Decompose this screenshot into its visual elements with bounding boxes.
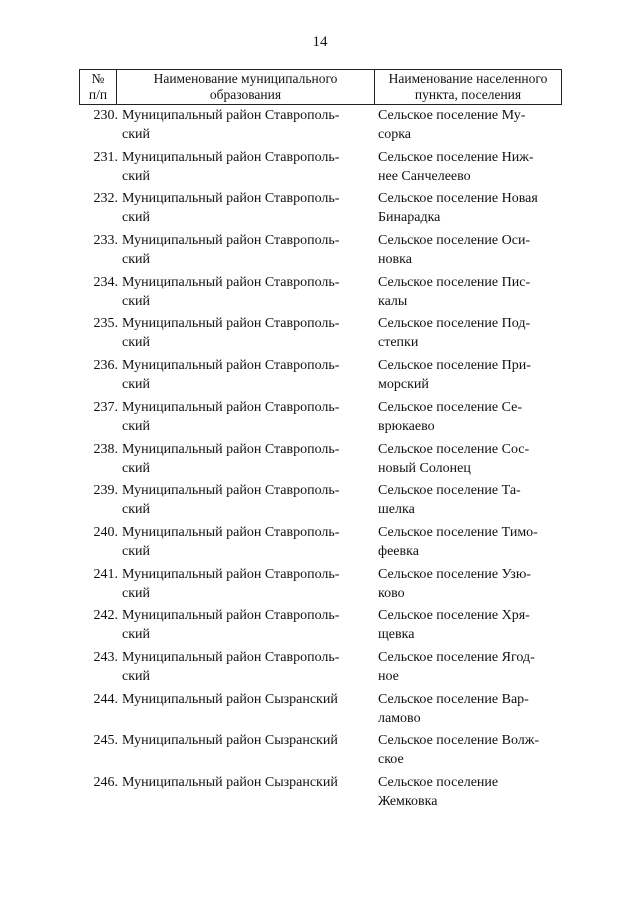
row-number: 245. — [93, 733, 118, 749]
table-row — [79, 690, 561, 732]
row-locality: Сельское поселение Оси- новка — [378, 233, 531, 268]
table-row — [79, 440, 561, 482]
row-number: 242. — [93, 608, 118, 624]
row-locality: Сельское поселение Тимо- феевка — [378, 524, 538, 559]
row-municipality: Муниципальный район Ставрополь- ский — [122, 524, 340, 559]
table-row — [79, 398, 561, 440]
row-municipality: Муниципальный район Ставрополь- ский — [122, 149, 340, 184]
header-locality — [375, 70, 561, 104]
row-locality: Сельское поселение Волж- ское — [378, 733, 540, 768]
row-number: 240. — [93, 524, 118, 540]
row-locality: Сельское поселение Пис- калы — [378, 274, 531, 309]
table-row — [79, 148, 561, 190]
row-locality: Сельское поселение При- морский — [378, 358, 531, 393]
row-locality: Сельское поселение Сос- новый Солонец — [378, 441, 530, 476]
table-row — [79, 273, 561, 315]
header-municipality — [117, 70, 375, 104]
row-locality: Сельское поселение Се- врюкаево — [378, 399, 523, 434]
row-number: 233. — [93, 233, 118, 249]
row-municipality: Муниципальный район Ставрополь- ский — [122, 191, 340, 226]
row-municipality: Муниципальный район Ставрополь- ский — [122, 399, 340, 434]
row-municipality: Муниципальный район Ставрополь- ский — [122, 316, 340, 351]
row-number: 237. — [93, 399, 118, 415]
row-number: 246. — [93, 775, 118, 790]
row-number: 238. — [93, 441, 118, 457]
row-locality: Сельское поселение Вар- ламово — [378, 691, 529, 726]
row-municipality: Муниципальный район Ставрополь- ский — [122, 649, 340, 684]
table-row — [79, 565, 561, 607]
row-number: 235. — [93, 316, 118, 332]
header-locality-label: Наименование населенного пункта, поселения — [388, 71, 548, 102]
row-locality: Сельское поселение Под- степки — [378, 316, 531, 351]
row-municipality: Муниципальный район Ставрополь- ский — [122, 358, 340, 393]
table-row — [79, 481, 561, 523]
row-locality: Сельское поселение Ниж- нее Санчелеево — [378, 149, 534, 184]
row-municipality: Муниципальный район Ставрополь- ский — [122, 566, 340, 601]
table-row — [79, 189, 561, 231]
row-locality: Сельское поселение Ягод- ное — [378, 649, 535, 684]
header-municipality-label: Наименование муниципального образования — [153, 71, 338, 102]
table-row — [79, 106, 561, 148]
row-municipality: Муниципальный район Сызранский — [122, 733, 338, 749]
row-number: 243. — [93, 649, 118, 665]
row-municipality: Муниципальный район Ставрополь- ский — [122, 233, 340, 268]
row-locality: Сельское поселение Та- шелка — [378, 483, 521, 518]
page-number: 14 — [312, 34, 328, 50]
table-row — [79, 356, 561, 398]
row-locality: Сельское поселение Узю- ково — [378, 566, 531, 601]
row-number: 239. — [93, 483, 118, 499]
row-number: 241. — [93, 566, 118, 582]
row-locality: Сельское поселение Жемковка — [378, 775, 499, 809]
header-number-label: № п/п — [88, 71, 108, 102]
table-row — [79, 648, 561, 690]
table-row — [79, 231, 561, 273]
table-body — [79, 106, 561, 815]
row-number: 234. — [93, 274, 118, 290]
row-number: 236. — [93, 358, 118, 374]
row-number: 232. — [93, 191, 118, 207]
row-number: 231. — [93, 149, 118, 165]
row-number: 230. — [93, 108, 118, 123]
row-number: 244. — [93, 691, 118, 707]
row-municipality: Муниципальный район Ставрополь- ский — [122, 608, 340, 643]
row-municipality: Муниципальный район Ставрополь- ский — [122, 441, 340, 476]
table-row — [79, 523, 561, 565]
table-row — [79, 314, 561, 356]
table-row — [79, 731, 561, 773]
header-number — [80, 70, 117, 104]
row-municipality: Муниципальный район Сызранский — [122, 775, 338, 790]
table-row — [79, 606, 561, 648]
row-municipality: Муниципальный район Сызранский — [122, 691, 338, 707]
row-municipality: Муниципальный район Ставрополь- ский — [122, 483, 340, 518]
row-locality: Сельское поселение Хря- щевка — [378, 608, 530, 643]
table-row — [79, 773, 561, 815]
row-locality: Сельское поселение Новая Бинарадка — [378, 191, 538, 226]
table-header — [79, 69, 562, 105]
row-municipality: Муниципальный район Ставрополь- ский — [122, 274, 340, 309]
row-municipality: Муниципальный район Ставрополь- ский — [122, 108, 340, 142]
row-locality: Сельское поселение Му- сорка — [378, 108, 526, 142]
